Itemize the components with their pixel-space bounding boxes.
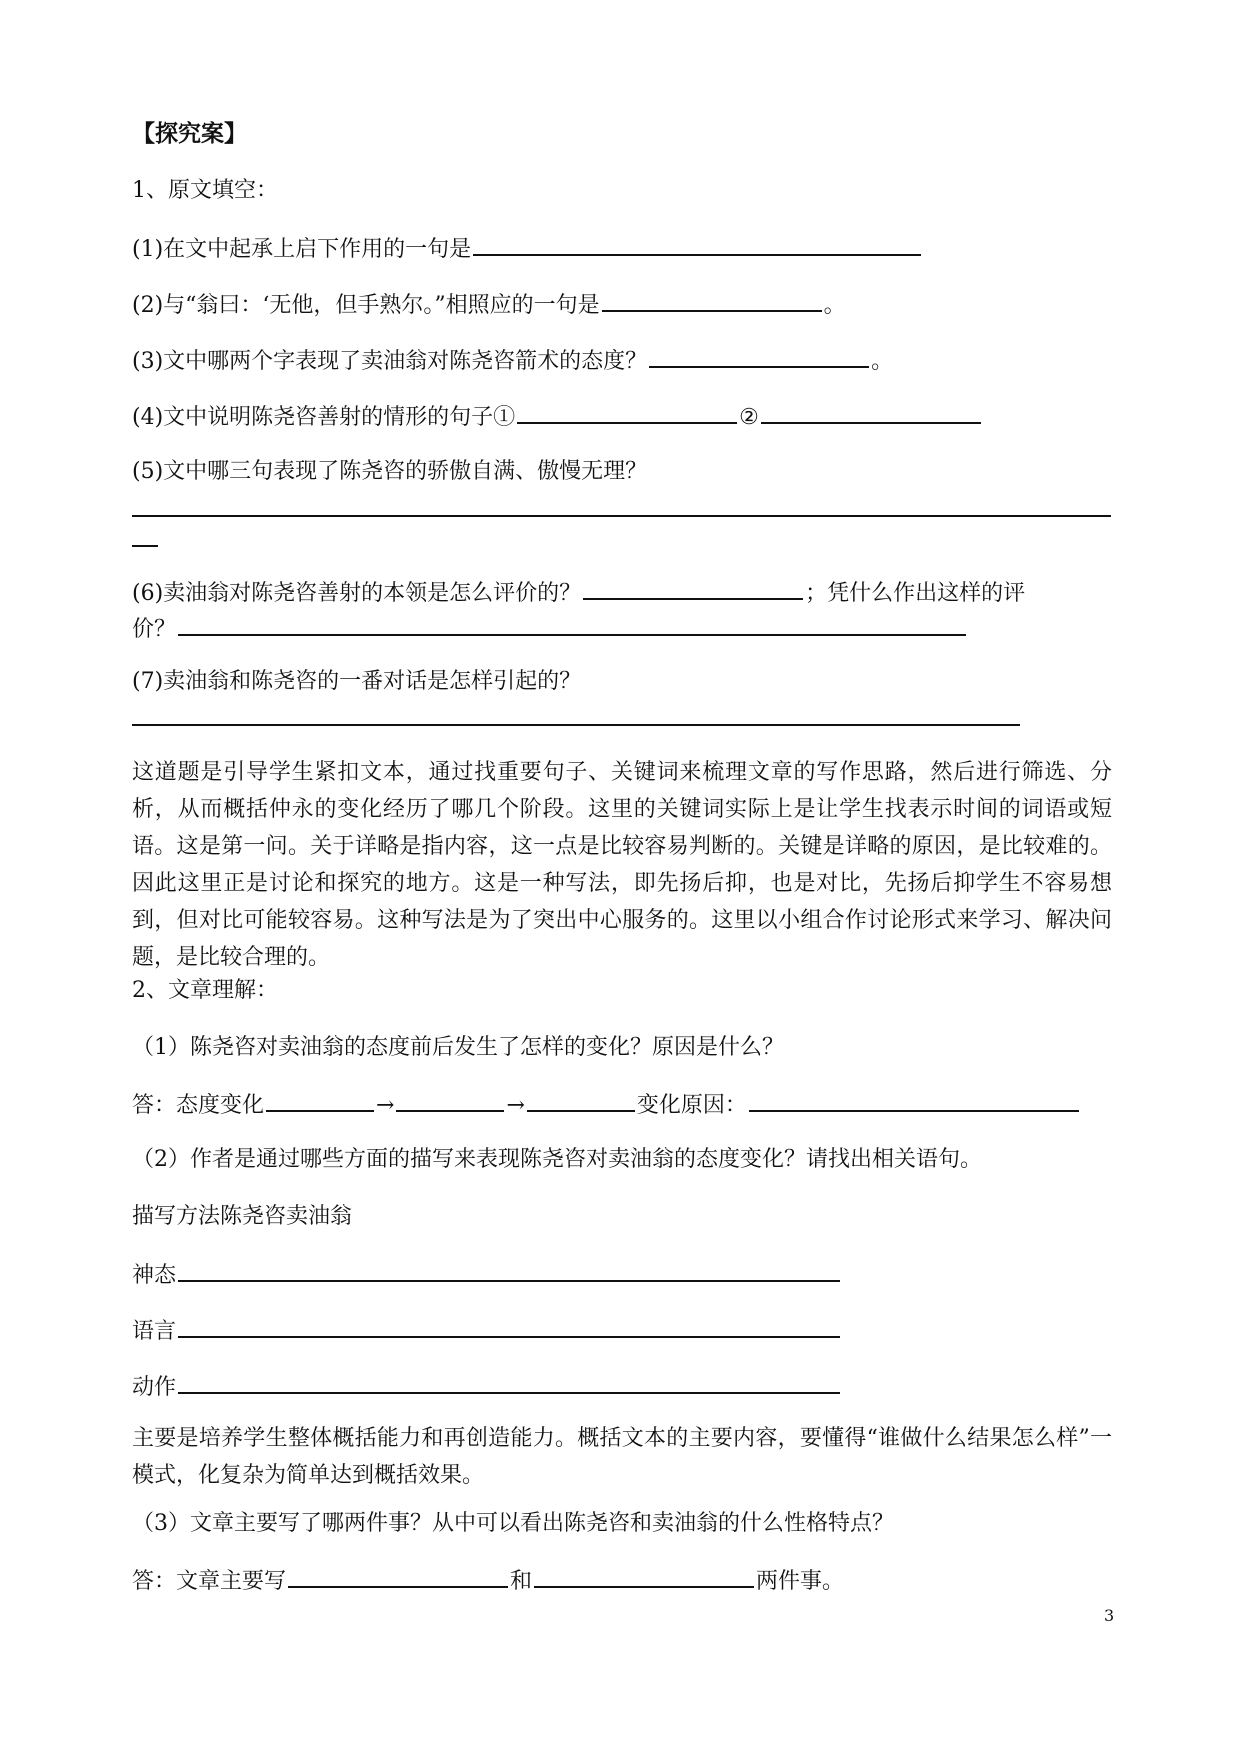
- item-4-text: (4)文中说明陈尧咨善射的情形的句子①: [132, 405, 516, 430]
- question-1-item-6: [132, 578, 1025, 608]
- answer-line[interactable]: [132, 545, 158, 547]
- row-speech: [132, 1316, 842, 1346]
- item-2-end: 。: [823, 293, 846, 318]
- row-expression: [132, 1260, 842, 1290]
- answer-blank[interactable]: [602, 290, 822, 312]
- answer-blank[interactable]: [178, 614, 966, 636]
- item-6-end: ；凭什么作出这样的评: [805, 581, 1026, 606]
- row-expression-label: 神态: [132, 1263, 177, 1288]
- question-1-item-6-line-2: [132, 614, 968, 644]
- answer-blank[interactable]: [749, 1090, 1079, 1112]
- row-speech-label: 语言: [132, 1319, 177, 1344]
- answer-blank[interactable]: [517, 402, 737, 424]
- question-2-sub-3: （3）文章主要写了哪两件事？从中可以看出陈尧咨和卖油翁的什么性格特点？: [132, 1511, 894, 1536]
- arrow: →: [376, 1093, 395, 1118]
- answer-blank[interactable]: [178, 1372, 840, 1394]
- answer-line[interactable]: [132, 724, 1020, 726]
- row-action: [132, 1372, 842, 1402]
- answer-line[interactable]: [132, 515, 1111, 517]
- answer-blank[interactable]: [649, 346, 869, 368]
- reason-label: 变化原因：: [636, 1093, 747, 1118]
- question-2-sub-1: （1）陈尧咨对卖油翁的态度前后发生了怎样的变化？原因是什么？: [132, 1035, 784, 1060]
- question-1-title: 1、原文填空：: [132, 178, 278, 203]
- answer-blank[interactable]: [534, 1566, 754, 1588]
- item-4-marker: ②: [739, 405, 759, 430]
- question-2-answer-1: [132, 1090, 1081, 1120]
- answer-blank[interactable]: [396, 1090, 504, 1112]
- item-2-text: (2)与“翁曰：‘无他，但手熟尔。”相照应的一句是: [132, 293, 600, 318]
- item-6-text-2: 价？: [132, 617, 177, 642]
- arrow: →: [506, 1093, 525, 1118]
- answer-blank[interactable]: [178, 1260, 840, 1282]
- answer-blank[interactable]: [266, 1090, 374, 1112]
- answer-3-and: 和: [510, 1569, 533, 1594]
- answer-3-end: 两件事。: [756, 1569, 845, 1594]
- answer-1-label: 答：态度变化: [132, 1093, 265, 1118]
- question-1-item-3: [132, 346, 893, 376]
- section-heading: 【探究案】: [132, 120, 247, 147]
- description-table-header: 描写方法陈尧咨卖油翁: [132, 1204, 353, 1229]
- teaching-note-1: 这道题是引导学生紧扣文本，通过找重要句子、关键词来梳理文章的写作思路，然后进行筛选、分析，从而概括仲永的变化经历了哪几个阶段。这里的关键词实际上是让学生找表示时间的词语或短语。这是第一问。关于详略是指内容，这一点是比较容易判断的。关键是详略的原因，是比较难的。因此这里正是讨论和探究的地方。这是一种写法，即先扬后抑，也是对比，先扬后抑学生不容易想到，但对比可能较容易。这种写法是为了突出中心服务的。这里以小组合作讨论形式来学习、解决问题，是比较合理的。: [132, 760, 1112, 970]
- page-number: 3: [1104, 1606, 1115, 1625]
- item-6-text: (6)卖油翁对陈尧咨善射的本领是怎么评价的？: [132, 581, 582, 606]
- item-3-end: 。: [871, 349, 894, 374]
- question-2-sub-2: （2）作者是通过哪些方面的描写来表现陈尧咨对卖油翁的态度变化？请找出相关语句。: [132, 1147, 982, 1172]
- answer-blank[interactable]: [178, 1316, 840, 1338]
- question-1-item-2: [132, 290, 846, 320]
- item-1-text: (1)在文中起承上启下作用的一句是: [132, 237, 472, 262]
- question-1-item-5: (5)文中哪三句表现了陈尧咨的骄傲自满、傲慢无理？: [132, 459, 648, 484]
- question-1-item-4: [132, 402, 983, 432]
- question-1-item-7: (7)卖油翁和陈尧咨的一番对话是怎样引起的？: [132, 669, 582, 694]
- item-3-text: (3)文中哪两个字表现了卖油翁对陈尧咨箭术的态度？: [132, 349, 648, 374]
- row-action-label: 动作: [132, 1375, 177, 1400]
- answer-blank[interactable]: [473, 234, 921, 256]
- answer-blank[interactable]: [527, 1090, 635, 1112]
- answer-blank[interactable]: [583, 578, 803, 600]
- question-2-answer-3: [132, 1566, 844, 1596]
- answer-blank[interactable]: [761, 402, 981, 424]
- question-1-item-1: [132, 234, 923, 264]
- answer-3-label: 答：文章主要写: [132, 1569, 287, 1594]
- question-2-title: 2、文章理解：: [132, 978, 278, 1003]
- answer-blank[interactable]: [288, 1566, 508, 1588]
- teaching-note-2: 主要是培养学生整体概括能力和再创造能力。概括文本的主要内容，要懂得“谁做什么结果怎么样”一模式，化复杂为简单达到概括效果。: [132, 1426, 1112, 1488]
